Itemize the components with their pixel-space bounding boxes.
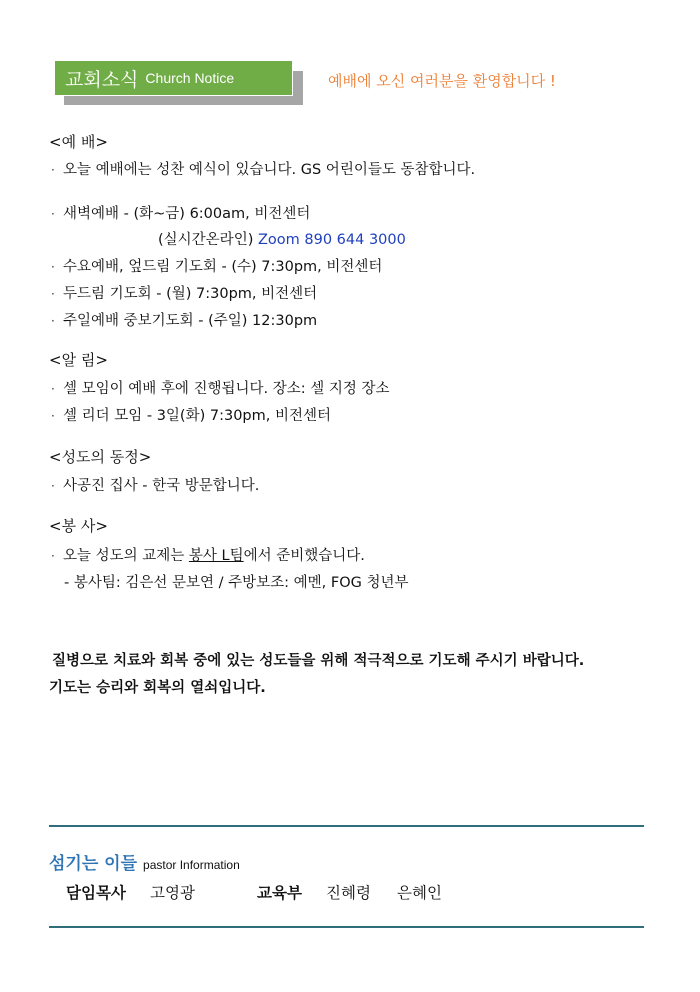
bullet-icon: · <box>51 287 55 301</box>
dawn-service: · 새벽예배 - (화~금) 6:00am, 비전센터 <box>51 206 311 222</box>
bullet-icon: · <box>51 409 55 423</box>
announcement-item: · 셀 모임이 예배 후에 진행됩니다. 장소: 셀 지정 장소 <box>51 381 390 397</box>
bullet-icon: · <box>51 314 55 328</box>
header-title-ko: 교회소식 <box>65 68 139 91</box>
members-section-title: <성도의 동정> <box>49 448 152 466</box>
service-notice: · 오늘 성도의 교제는 봉사 L팀에서 준비했습니다. <box>51 548 365 564</box>
prayer-request: 질병으로 치료와 회복 중에 있는 성도들을 위해 적극적으로 기도해 주시기 바랍니다. <box>52 653 585 669</box>
education-role: 교육부 <box>257 884 302 902</box>
member-news-item: · 사공진 집사 - 한국 방문합니다. <box>51 478 260 494</box>
header-title-en: Church Notice <box>145 70 235 86</box>
service-detail: - 봉사팀: 김은선 문보연 / 주방보조: 예멘, FOG 청년부 <box>64 575 409 591</box>
staff-title: 섬기는 이들 pastor Information <box>49 854 240 874</box>
divider-bottom <box>49 926 644 928</box>
divider-top <box>49 825 644 827</box>
education-staff-name: 은혜인 <box>397 884 442 902</box>
service-section-title: <봉 사> <box>49 517 108 535</box>
bullet-icon: · <box>51 549 55 563</box>
sunday-prayer: · 주일예배 중보기도회 - (주일) 12:30pm <box>51 313 318 329</box>
dawn-online-info: (실시간온라인) Zoom 890 644 3000 <box>158 232 406 248</box>
bullet-icon: · <box>51 260 55 274</box>
bullet-icon: · <box>51 382 55 396</box>
monday-prayer: · 두드림 기도회 - (월) 7:30pm, 비전센터 <box>51 286 318 302</box>
worship-notice: · 오늘 예배에는 성찬 예식이 있습니다. GS 어린이들도 동참합니다. <box>51 162 476 178</box>
service-team: 봉사 L팀 <box>188 548 244 564</box>
education-staff-name: 진혜령 <box>326 884 371 902</box>
welcome-message: 예배에 오신 여러분을 환영합니다 ! <box>328 72 556 90</box>
announcement-item: · 셀 리더 모임 - 3일(화) 7:30pm, 비전센터 <box>51 408 332 424</box>
bullet-icon: · <box>51 163 55 177</box>
bullet-icon: · <box>51 479 55 493</box>
church-notice-banner <box>54 60 293 96</box>
prayer-key: 기도는 승리와 회복의 열쇠입니다. <box>49 680 266 696</box>
zoom-meeting-id: Zoom 890 644 3000 <box>257 232 406 248</box>
senior-pastor-name: 고영광 <box>150 884 195 902</box>
bullet-icon: · <box>51 207 55 221</box>
senior-pastor-role: 담임목사 <box>66 884 126 902</box>
wednesday-service: · 수요예배, 엎드림 기도회 - (수) 7:30pm, 비전센터 <box>51 259 383 275</box>
announcements-section-title: <알 림> <box>49 351 108 369</box>
worship-section-title: <예 배> <box>49 133 108 151</box>
